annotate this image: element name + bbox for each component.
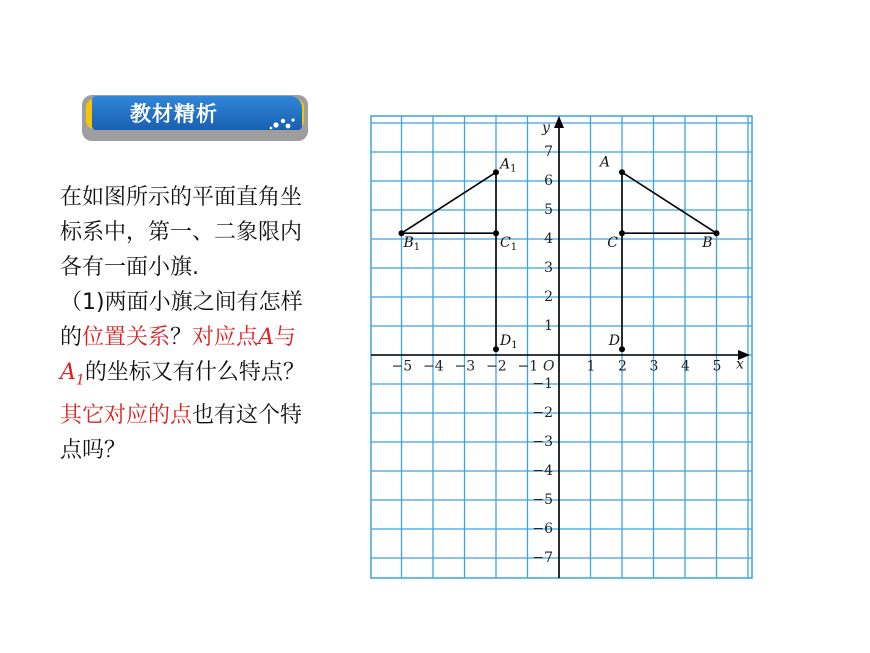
point-D1 (493, 346, 499, 352)
y-axis-label: y (542, 120, 550, 136)
y-tick-label: −4 (532, 463, 553, 479)
x-tick-label: 1 (586, 358, 596, 375)
x-tick-label: −3 (454, 358, 476, 375)
q1-mid-2: 的坐标又有什么特点？ (84, 360, 305, 385)
q1-highlight-other: 其它对应的点 (60, 403, 193, 429)
point-label-C1: $C_1$ (500, 235, 518, 254)
y-tick-label: −2 (532, 405, 553, 421)
x-tick-label: −1 (517, 358, 539, 375)
point-A1 (493, 169, 499, 175)
q1-point-a1-sub: 1 (75, 372, 85, 389)
point-B (714, 230, 720, 236)
x-tick-label: 2 (618, 358, 627, 375)
point-label-A1: $A_1$ (500, 156, 517, 175)
y-tick-label: 5 (544, 202, 553, 218)
x-axis-label: x (736, 356, 744, 373)
q1-mark-1: ？ (170, 325, 193, 350)
origin-label: O (543, 358, 555, 375)
y-tick-label: −3 (532, 434, 553, 450)
x-tick-label: −5 (391, 358, 413, 375)
point-label-B1: $B_1$ (403, 235, 421, 254)
q1-prefix: （1)两面小旗之间有怎样的 (60, 290, 303, 350)
banner-title: 教材精析 (130, 102, 218, 126)
point-label-A: A (599, 154, 610, 171)
q1-corresponding-text: 对应点 (192, 325, 259, 350)
q1-suffix: 也有这个特点吗？ (60, 403, 303, 464)
q1-highlight-position: 位置关系 (82, 325, 171, 350)
y-tick-label: −7 (532, 550, 553, 566)
y-tick-label: 7 (544, 144, 553, 160)
x-tick-label: 5 (712, 358, 722, 375)
question-intro: 在如图所示的平面直角坐标系中，第一、二象限内各有一面小旗. (60, 185, 303, 280)
q1-point-a: A (258, 325, 274, 350)
y-tick-label: −5 (532, 492, 553, 508)
point-label-B: B (702, 235, 713, 252)
y-tick-label: 3 (544, 260, 553, 276)
grid-frame (371, 116, 752, 578)
point-label-D1: $D_1$ (500, 333, 518, 352)
x-tick-label: 4 (681, 358, 690, 375)
q1-and: 与 (273, 325, 296, 350)
x-tick-label: −4 (423, 358, 444, 375)
point-label-C: C (607, 235, 618, 252)
y-tick-label: 1 (544, 318, 553, 334)
x-tick-label: −2 (486, 358, 507, 375)
y-tick-label: 4 (544, 231, 553, 247)
point-A (619, 169, 625, 175)
x-tick-label: 3 (649, 358, 659, 375)
point-C (619, 230, 625, 236)
point-C1 (493, 230, 499, 236)
q1-point-a1: A (60, 360, 76, 385)
y-tick-label: 6 (544, 173, 553, 189)
y-tick-label: 2 (544, 289, 553, 305)
y-tick-label: −6 (532, 521, 553, 537)
point-label-D: D (608, 333, 620, 350)
y-tick-label: −1 (532, 376, 553, 392)
